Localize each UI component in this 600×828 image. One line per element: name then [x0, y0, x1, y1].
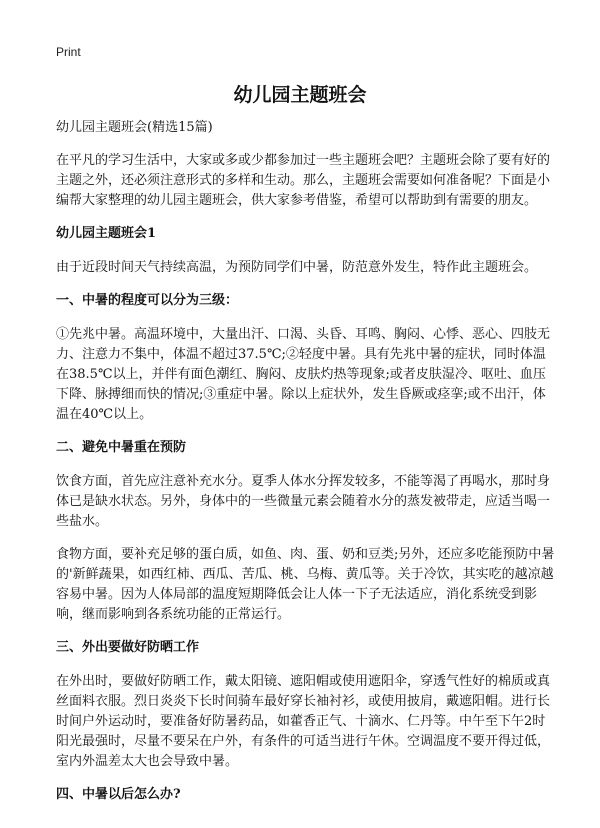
part-1-paragraph-1: ①先兆中暑。高温环境中，大量出汗、口渴、头昏、耳鸣、胸闷、心悸、恶心、四肢无力、注意力不集中，体温不超过37.5℃;②轻度中暑。具有先兆中暑的症状，同时体温在38.5℃以上，并伴有面色潮红、胸闷、皮肤灼热等现象;或者皮肤湿冷、呕吐、血压下降、脉搏细而快的情况;③重症中暑。除以上症状外，发生昏厥或痉挛;或不出汗，体温在40℃以上。 [56, 327, 551, 422]
print-label[interactable]: Print [56, 45, 81, 59]
part-2-heading: 二、避免中暑重在预防 [56, 440, 187, 455]
intro-paragraph: 在平凡的学习生活中，大家或多或少都参加过一些主题班会吧？主题班会除了要有好的主题之外，还必须注意形式的多样和生动。那么，主题班会需要如何准备呢？下面是小编帮大家整理的幼儿园主题班会，供大家参考借鉴，希望可以帮助到有需要的朋友。 [56, 153, 551, 208]
part-1-heading: 一、中暑的程度可以分为三级： [56, 293, 239, 308]
part-3-paragraph-1: 在外出时，要做好防晒工作，戴太阳镜、遮阳帽或使用遮阳伞，穿透气性好的棉质或真丝面料衣服。烈日炎炎下长时间骑车最好穿长袖衬衫，或使用披肩，戴遮阳帽。进行长时间户外运动时，要准备好防暑药品，如藿香正气、十滴水、仁丹等。中午至下午2时阳光最强时，尽量不要呆在户外，有条件的可适当进行午休。空调温度不要开得过低，室内外温差太大也会导致中暑。 [56, 674, 551, 769]
part-2-paragraph-2: 食物方面，要补充足够的蛋白质，如鱼、肉、蛋、奶和豆类;另外，还应多吃能预防中暑的'新鲜蔬果，如西红柿、西瓜、苦瓜、桃、乌梅、黄瓜等。关于冷饮，其实吃的越凉越容易中暑。因为人体局部的温度短期降低会让人体一下子无法适应，消化系统受到影响，继而影响到各系统功能的正常运行。 [56, 547, 555, 622]
part-2-paragraph-1: 饮食方面，首先应注意补充水分。夏季人体水分挥发较多，不能等渴了再喝水，那时身体已是缺水状态。另外，身体中的一些微量元素会随着水分的蒸发被带走，应适当喝一些盐水。 [56, 474, 551, 529]
section-title: 幼儿园主题班会1 [56, 226, 157, 241]
part-4-heading: 四、中暑以后怎么办? [56, 787, 181, 802]
document-subtitle: 幼儿园主题班会(精选15篇) [56, 120, 213, 135]
document-body [56, 118, 556, 819]
part-3-heading: 三、外出要做好防晒工作 [56, 640, 200, 655]
section-intro-paragraph: 由于近段时间天气持续高温，为预防同学们中暑，防范意外发生，特作此主题班会。 [56, 260, 538, 275]
page-title: 幼儿园主题班会 [233, 84, 367, 106]
